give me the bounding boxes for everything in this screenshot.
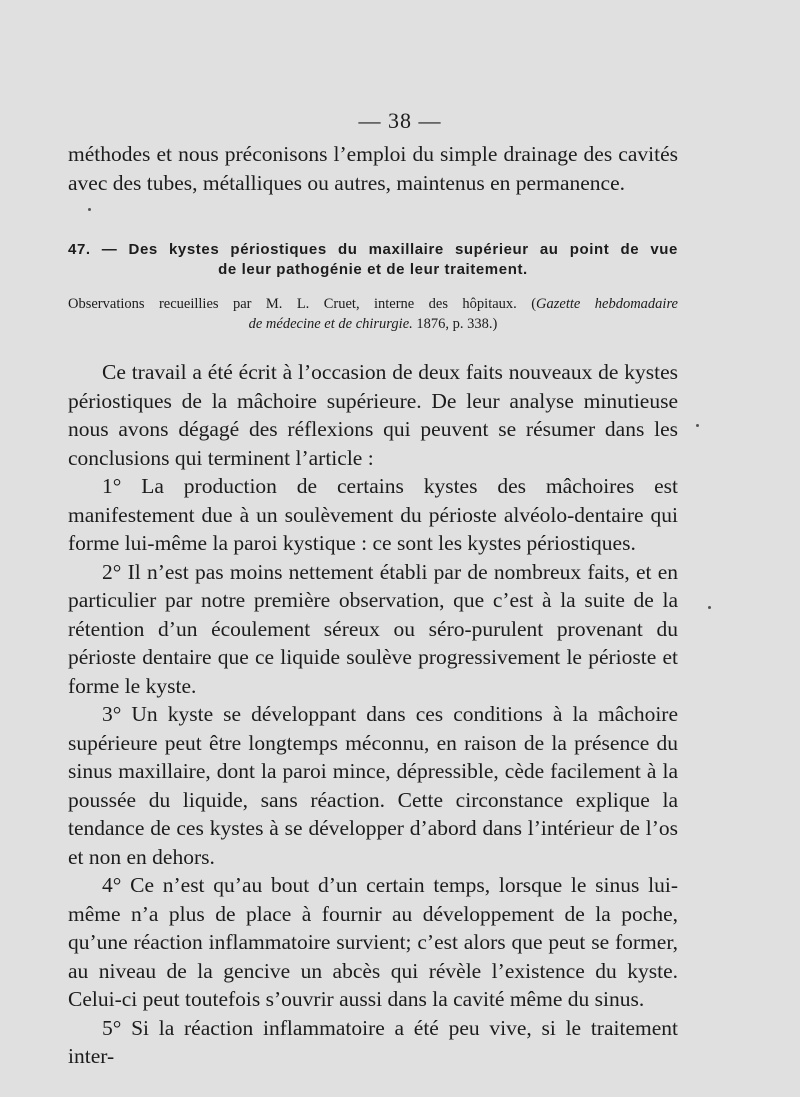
page-number: — 38 — (358, 108, 442, 133)
citation-year-page: 1876, p. 338.) (412, 316, 498, 332)
paragraph-conclusion-3: 3° Un kyste se développant dans ces conditions à la mâchoire supérieure peut être longtemps méconnu, en raison de la présence du sinus maxillaire, dont la paroi mince, dépressible, cède facilement à la poussée du liquide, sans réaction. Cette circonstance explique la tendance de ces kystes à se développer d’abord dans l’intérieur de l’os et non en dehors. (68, 702, 678, 869)
citation-journal-part-2: de médecine et de chirurgie. (248, 316, 413, 332)
speck-mark (708, 606, 711, 609)
intro-paragraph: méthodes et nous préconisons l’emploi du simple drainage des cavités avec des tubes, métalliques ou autres, maintenus en permanence. (68, 142, 678, 195)
citation-line-2 (68, 314, 678, 334)
speck-mark (696, 424, 699, 427)
paragraph-conclusion-2: 2° Il n’est pas moins nettement établi par de nombreux faits, et en particulier par notre première observation, que c’est à la suite de la rétention d’un écoulement séreux ou séro-purulent provenant du périoste dentaire que ce liquide soulève progressivement le périoste et forme le kyste. (68, 559, 678, 698)
citation (68, 294, 678, 334)
citation-authors: Observations recueillies par M. L. Cruet, interne des hôpitaux. ( (68, 296, 537, 312)
citation-line-1 (68, 294, 678, 314)
paragraph-conclusion-1: 1° La production de certains kystes des mâchoires est manifestement due à un soulèvement du périoste alvéolo-dentaire qui forme lui-même la paroi kystique : ce sont les kystes périostiques. (68, 474, 678, 555)
paragraph-conclusion-5: 5° Si la réaction inflammatoire a été peu vive, si le traitement inter- (68, 1015, 678, 1068)
speck-mark (88, 208, 91, 211)
heading-line-2: de leur pathogénie et de leur traitement. (218, 261, 528, 278)
paragraph-intro: Ce travail a été écrit à l’occasion de deux faits nouveaux de kystes périostiques de la mâchoire supérieure. De leur analyse minutieuse nous avons dégagé des réflexions qui peuvent se résumer dans les conclusions qui terminent l’article : (68, 360, 678, 470)
article-body (68, 358, 678, 1071)
paragraph-conclusion-4: 4° Ce n’est qu’au bout d’un certain temps, lorsque le sinus lui-même n’a plus de place à fournir au développement de la poche, qu’une réaction inflammatoire survient; c’est alors que peut se former, au niveau de la gencive un abcès qui révèle l’existence du kyste. Celui-ci peut toutefois s’ouvrir aussi dans la cavité même du sinus. (68, 873, 678, 1011)
section-heading (68, 240, 678, 280)
citation-journal-part-1: Gazette hebdomadaire (536, 296, 678, 312)
heading-line-1: 47. — Des kystes périostiques du maxillaire supérieur au point de vue (68, 241, 678, 258)
